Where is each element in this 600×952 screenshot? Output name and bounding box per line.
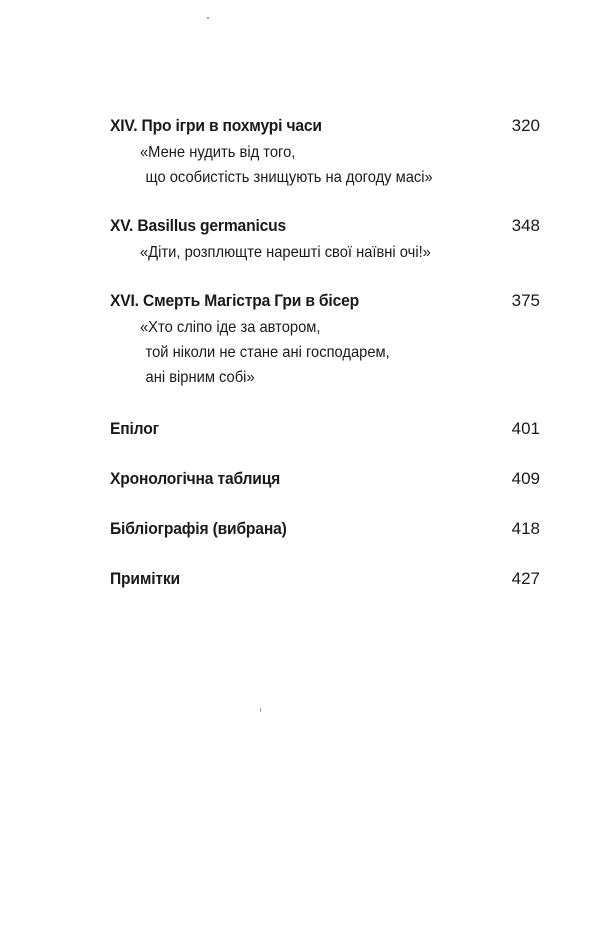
toc-entry-title: Епілог	[110, 419, 159, 438]
toc-entry-epigraph	[140, 240, 508, 265]
toc-entry-title: XIV. Про ігри в похмурі часи	[110, 116, 322, 135]
paper-speck	[207, 17, 209, 19]
toc-entry-page: 375	[511, 291, 540, 310]
toc-entry-page: 409	[511, 469, 540, 488]
toc-entry-epigraph	[140, 315, 508, 390]
toc-entry-page: 427	[511, 569, 540, 588]
toc-entry-title: Бібліографія (вибрана)	[110, 519, 287, 538]
paper-speck	[260, 708, 261, 712]
toc-entry-epigraph	[140, 140, 508, 190]
toc-entry-xvi	[110, 291, 540, 390]
epigraph-line: «Мене нудить від того,	[140, 144, 296, 161]
epigraph-line: той ніколи не стане ані господарем,	[145, 344, 390, 361]
toc-entry-title: XVI. Смерть Магістра Гри в бісер	[110, 291, 359, 310]
toc-entry-title: Примітки	[110, 569, 180, 588]
toc-entry-title: Хронологічна таблиця	[110, 469, 281, 488]
toc-entry-bibliography	[110, 519, 540, 539]
toc-entry-epilogue	[110, 419, 540, 439]
epigraph-line: «Хто сліпо іде за автором,	[140, 319, 321, 336]
toc-entry-page: 320	[511, 116, 540, 135]
toc-entry-title: XV. Basillus germanicus	[110, 216, 287, 235]
toc-entry-page: 348	[511, 216, 540, 235]
toc-entry-xv	[110, 216, 540, 265]
toc-entry-page: 418	[511, 519, 540, 538]
toc-entry-page: 401	[511, 419, 540, 438]
toc-entry-xiv	[110, 116, 540, 190]
epigraph-line: «Діти, розплющте нарешті свої наївні очі!»	[140, 244, 431, 261]
toc-entry-chronology	[110, 469, 540, 489]
toc-entry-notes	[110, 569, 540, 589]
epigraph-line: що особистість знищують на догоду масі»	[145, 169, 433, 186]
epigraph-line: ані вірним собі»	[145, 369, 255, 386]
